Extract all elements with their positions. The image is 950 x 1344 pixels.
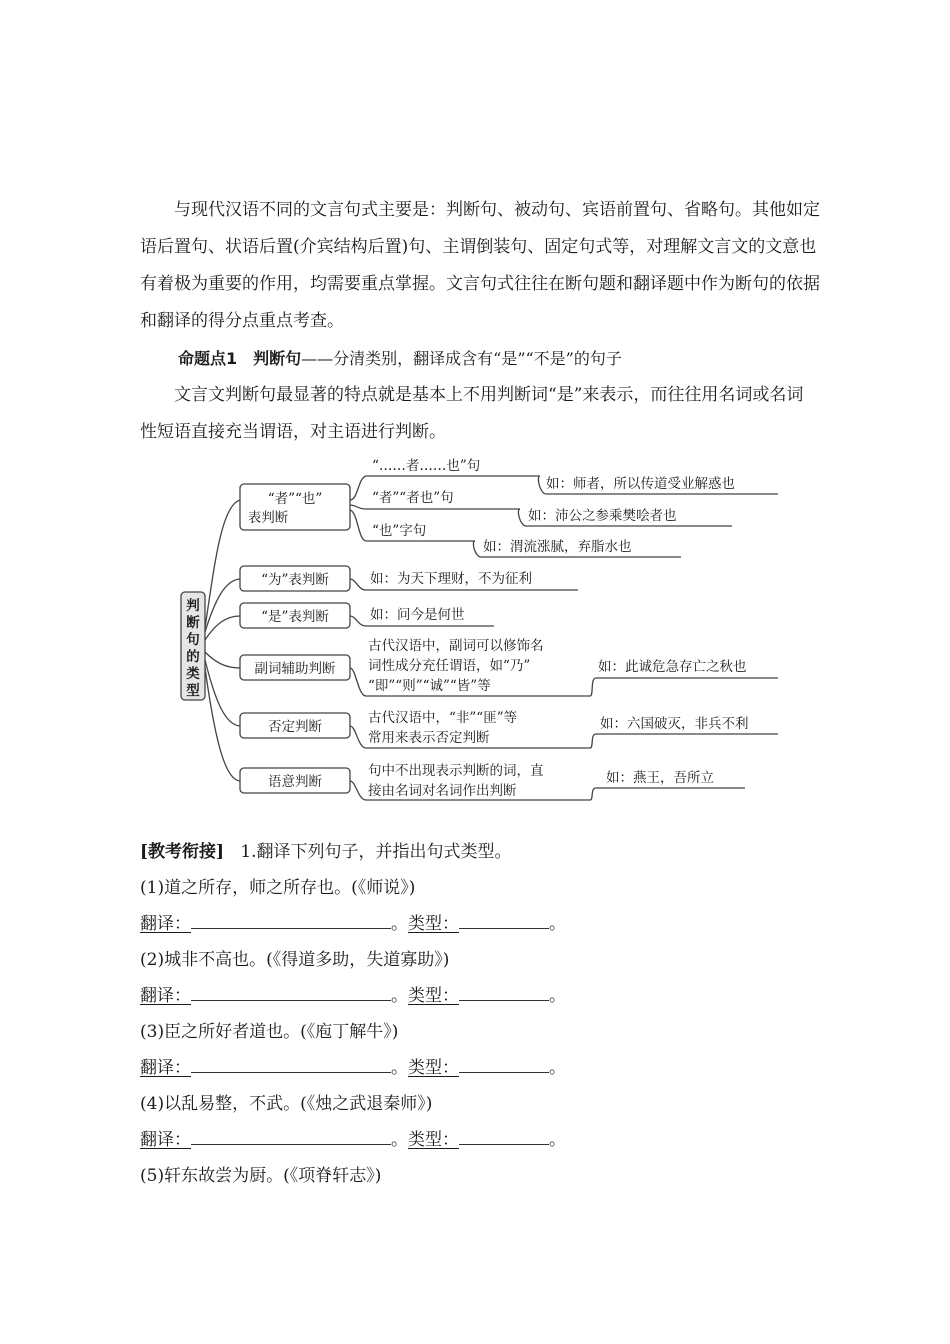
period: 。 bbox=[391, 986, 408, 1006]
mindmap-desc: 词性成分充任谓语，如“乃” bbox=[368, 658, 531, 674]
translate-label: 翻译： bbox=[140, 914, 191, 934]
exercise-instruction: 1.翻译下列句子，并指出句式类型。 bbox=[240, 842, 512, 862]
type-blank[interactable] bbox=[459, 910, 549, 929]
mindmap-connector bbox=[590, 734, 778, 748]
answer-row-1 bbox=[140, 910, 566, 938]
period: 。 bbox=[391, 1130, 408, 1150]
translate-blank[interactable] bbox=[191, 1126, 391, 1145]
answer-row-3 bbox=[140, 1054, 566, 1082]
mindmap-connector bbox=[205, 579, 240, 632]
type-label: 类型： bbox=[408, 914, 459, 934]
mindmap-example: 如：燕王，吾所立 bbox=[606, 770, 714, 786]
period: 。 bbox=[549, 1058, 566, 1078]
translate-blank[interactable] bbox=[191, 982, 391, 1001]
mindmap-sub-label: “也”字句 bbox=[372, 523, 427, 539]
type-label: 类型： bbox=[408, 986, 459, 1006]
exercise-item-5: (5)轩东故尝为厨。(《项脊轩志》) bbox=[140, 1166, 382, 1186]
mindmap-sub-label: “者”“者也”句 bbox=[372, 490, 454, 506]
translate-label: 翻译： bbox=[140, 986, 191, 1006]
mindmap-connector bbox=[205, 660, 240, 726]
mindmap-branch-label: 副词辅助判断 bbox=[254, 661, 336, 677]
mindmap-branch-label: “者”“也” bbox=[267, 491, 323, 507]
mindmap-branch-label: 否定判断 bbox=[268, 719, 322, 735]
mindmap-example: 如：渭流涨腻，弃脂水也 bbox=[483, 539, 632, 555]
answer-row-2 bbox=[140, 982, 566, 1010]
mindmap-connector bbox=[590, 678, 778, 696]
type-blank[interactable] bbox=[459, 982, 549, 1001]
mindmap-desc: 句中不出现表示判断的词，直 bbox=[368, 763, 544, 779]
answer-row-4 bbox=[140, 1126, 566, 1154]
mindmap-example: 如：此诚危急存亡之秋也 bbox=[598, 659, 747, 675]
mindmap-branch-label: “为”表判断 bbox=[261, 572, 329, 588]
type-blank[interactable] bbox=[459, 1054, 549, 1073]
mindmap-example: 如：沛公之参乘樊哙者也 bbox=[528, 508, 677, 524]
mindmap-desc: “即”“则”“诚”“皆”等 bbox=[368, 678, 491, 694]
mindmap-example: 如：师者，所以传道受业解惑也 bbox=[546, 476, 735, 492]
exercise-heading bbox=[140, 838, 512, 866]
translate-label: 翻译： bbox=[140, 1058, 191, 1078]
mindmap-example: 如：六国破灭，非兵不利 bbox=[600, 716, 749, 732]
exercise-item-3: (3)臣之所好者道也。(《庖丁解牛》) bbox=[140, 1022, 399, 1042]
mindmap-connector bbox=[205, 616, 240, 640]
type-label: 类型： bbox=[408, 1058, 459, 1078]
period: 。 bbox=[549, 986, 566, 1006]
topic-label: 命题点1 判断句 bbox=[178, 349, 302, 368]
exercise-item-2: (2)城非不高也。(《得道多助，失道寡助》) bbox=[140, 950, 450, 970]
mindmap-desc: 常用来表示否定判断 bbox=[368, 730, 490, 746]
type-label: 类型： bbox=[408, 1130, 459, 1150]
mindmap-root-text: 判断句的类型 bbox=[186, 598, 200, 699]
mindmap-connector bbox=[590, 788, 745, 800]
intro-paragraph: 与现代汉语不同的文言句式主要是：判断句、被动句、宾语前置句、省略句。其他如定语后置句、状语后置(介宾结构后置)句、主谓倒装句、固定句式等，对理解文言文的文意也有着极为重要的作用，均需要重点掌握。文言句式往往在断句题和翻译题中作为断句的依据和翻译的得分点重点考查。 bbox=[140, 200, 820, 331]
period: 。 bbox=[549, 1130, 566, 1150]
exercise-bracket-label: [教考衔接] bbox=[140, 842, 225, 862]
mindmap-desc: 古代汉语中，“非”“匪”等 bbox=[368, 710, 518, 726]
mindmap-branch-label: “是”表判断 bbox=[261, 609, 329, 625]
mindmap-connector bbox=[205, 500, 240, 628]
exercise-item-4: (4)以乱易整，不武。(《烛之武退秦师》) bbox=[140, 1094, 433, 1114]
mindmap-branch-label: 表判断 bbox=[247, 510, 289, 526]
mindmap-example: 如：问今是何世 bbox=[370, 607, 465, 623]
translate-blank[interactable] bbox=[191, 1054, 391, 1073]
mindmap-desc: 古代汉语中，副词可以修饰名 bbox=[368, 638, 544, 654]
type-blank[interactable] bbox=[459, 1126, 549, 1145]
translate-label: 翻译： bbox=[140, 1130, 191, 1150]
definition-paragraph: 文言文判断句最显著的特点就是基本上不用判断词“是”来表示，而往往用名词或名词性短语直接充当谓语，对主语进行判断。 bbox=[140, 385, 804, 442]
exercise-item-1: (1)道之所存，师之所存也。(《师说》) bbox=[140, 878, 416, 898]
topic-subtitle: ——分清类别，翻译成含有“是”“不是”的句子 bbox=[301, 349, 622, 368]
period: 。 bbox=[549, 914, 566, 934]
mindmap-root-label bbox=[186, 598, 200, 699]
mindmap-desc: 接由名词对名词作出判断 bbox=[368, 783, 517, 799]
period: 。 bbox=[391, 1058, 408, 1078]
translate-blank[interactable] bbox=[191, 910, 391, 929]
period: 。 bbox=[391, 914, 408, 934]
mindmap-connector bbox=[205, 652, 240, 668]
mindmap-sub-label: “……者……也”句 bbox=[372, 458, 481, 474]
mindmap-example: 如：为天下理财，不为征利 bbox=[370, 571, 532, 587]
mindmap-branch-label: 语意判断 bbox=[268, 774, 322, 790]
